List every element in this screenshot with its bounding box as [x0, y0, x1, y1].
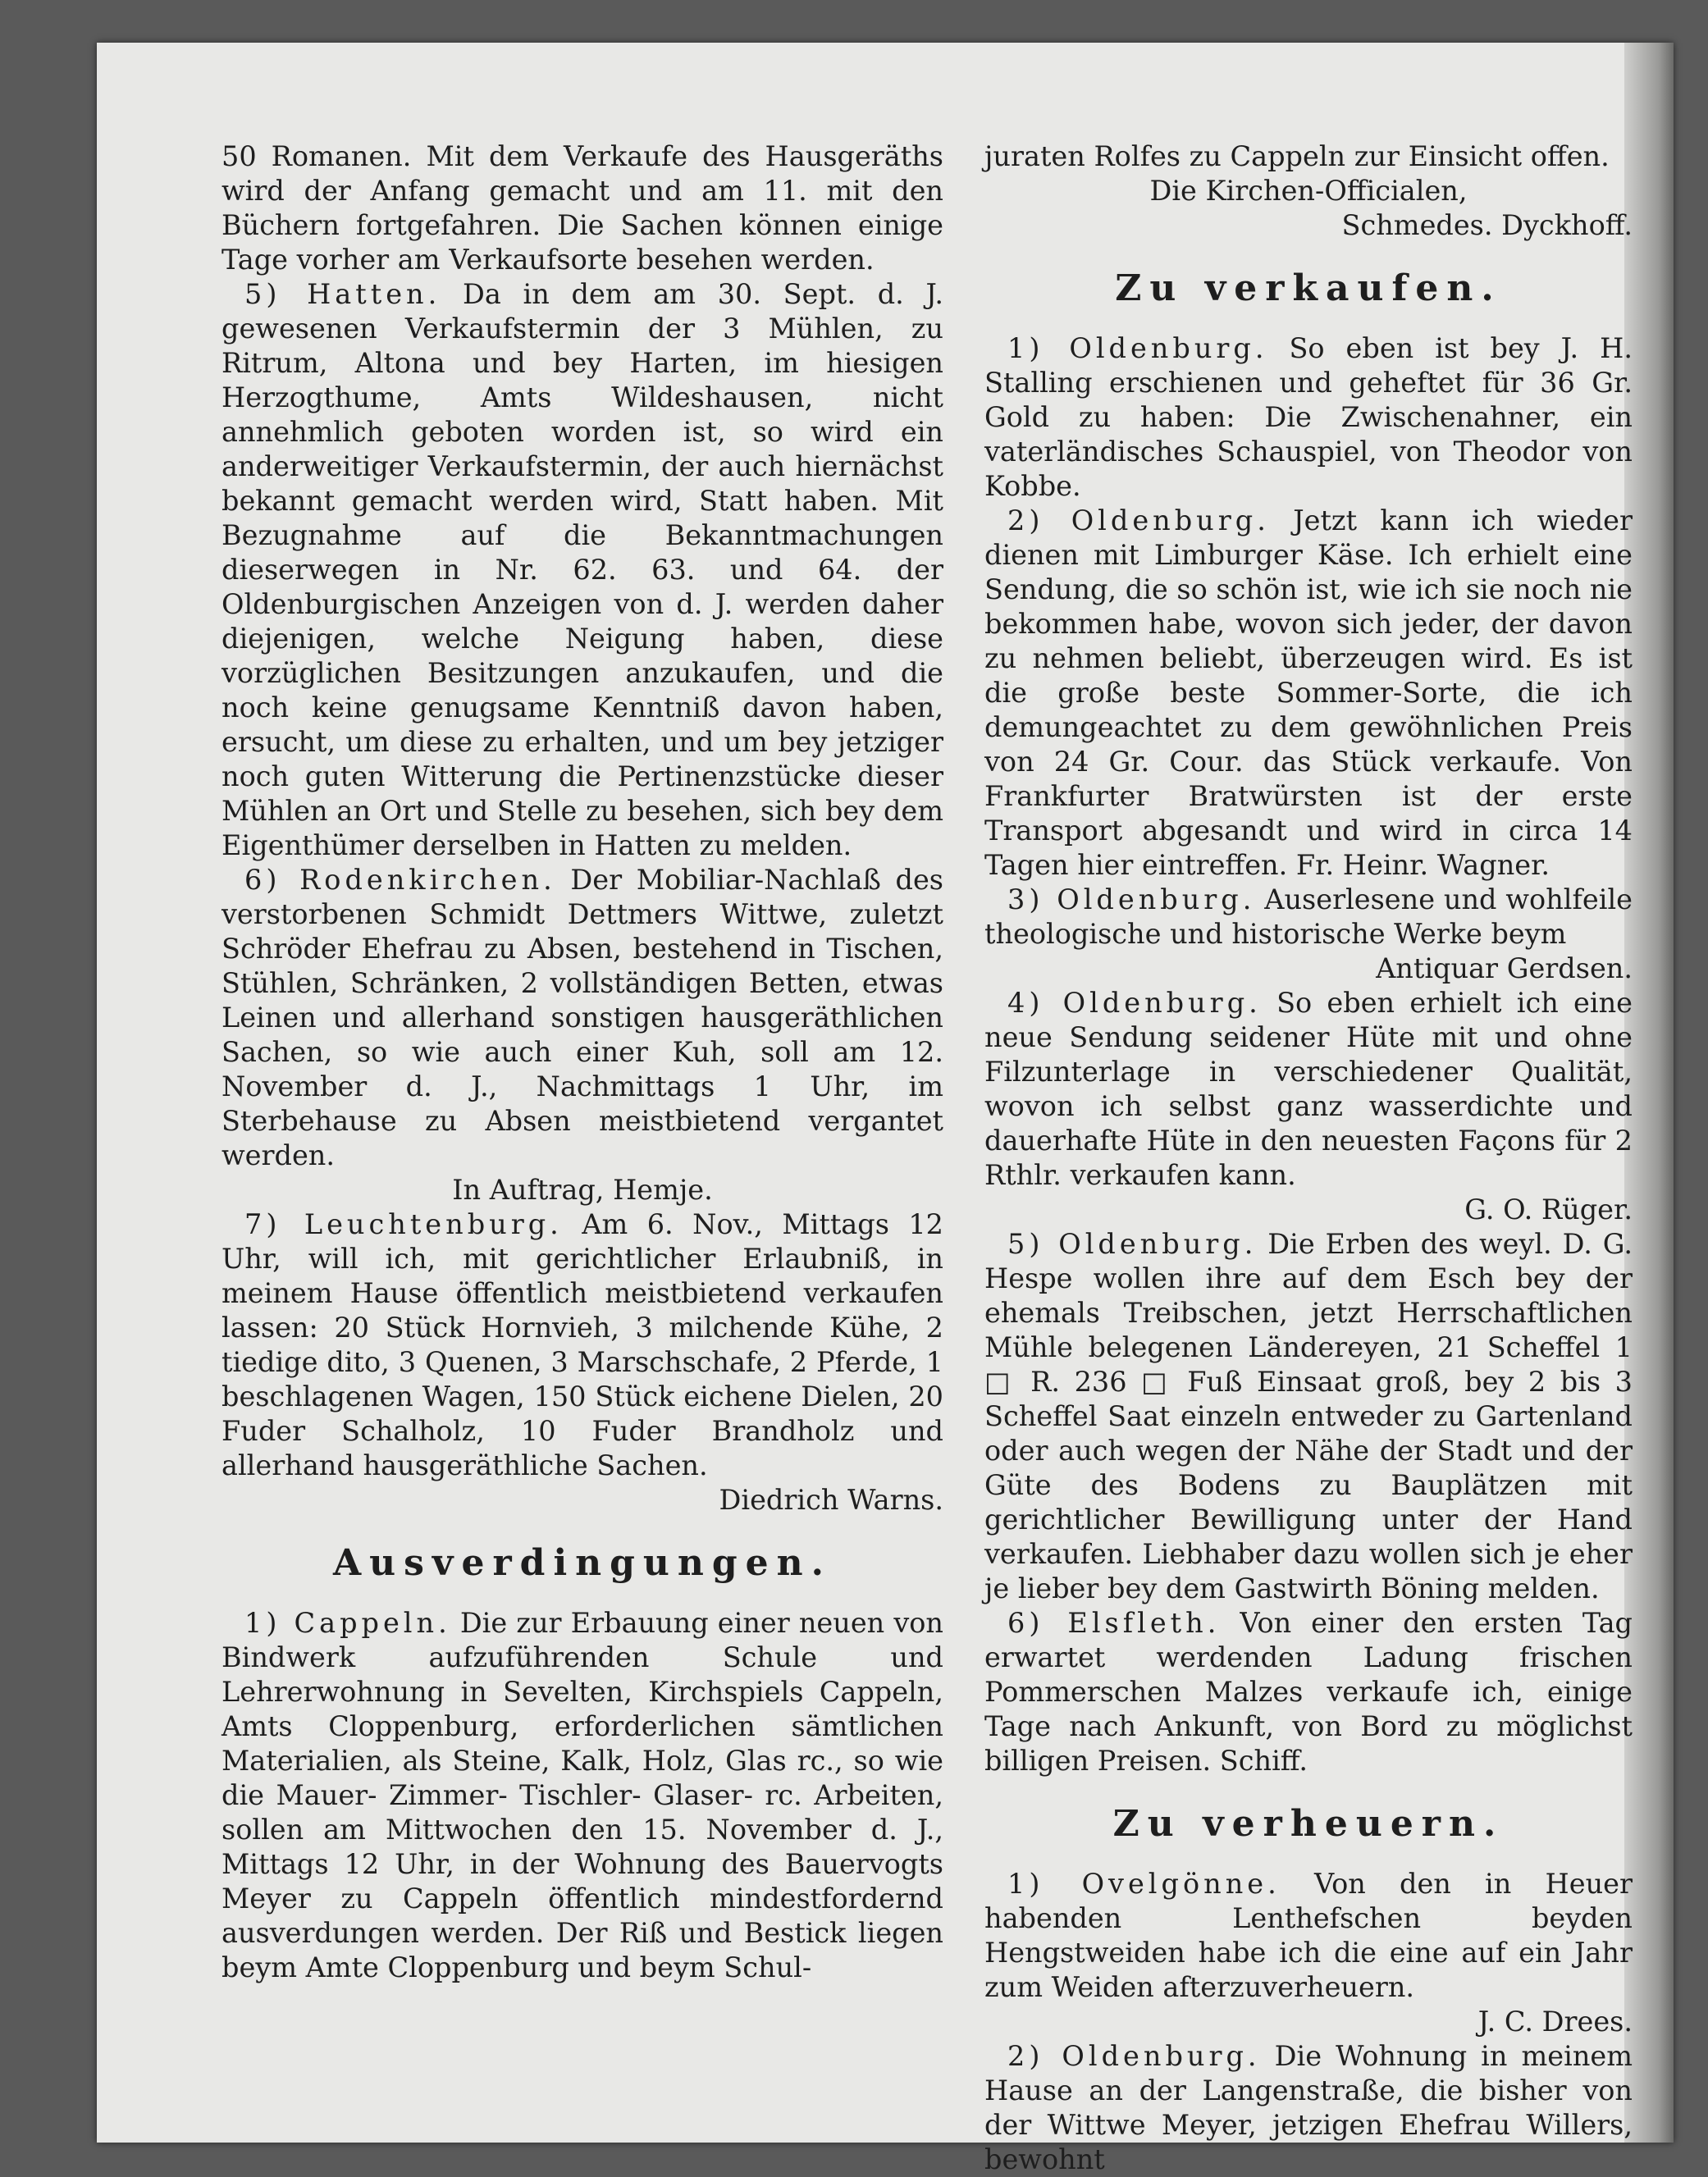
notice-oldenburg-3: 3) Oldenburg. Auserlesene und wohlfeile theologische und historische Werke beym: [984, 883, 1633, 950]
section-heading: Zu verheuern.: [1112, 1803, 1505, 1845]
notice-leuchtenburg: 7) Leuchtenburg. Am 6. Nov., Mittags 12 Uhr, will ich, mit gerichtlicher Erlaubniß, in meinem Hause öffentlich meistbietend verkaufen lassen: 20 Stück Hornvieh, 3 milchende Kühe, 2 tiedige dito, 3 Quenen, 3 Marschschafe, 2 Pferde, 1 beschlagenen Wagen, 150 Stück eichene Dielen, 20 Fuder Schalholz, 10 Fuder Brandholz und allerhand hausgeräthliche Sachen.: [221, 1208, 943, 1481]
notice-rodenkirchen: 6) Rodenkirchen. Der Mobiliar-Nachlaß des verstorbenen Schmidt Dettmers Wittwe, zuletzt Schröder Ehefrau zu Absen, bestehend in Tischen, Stühlen, Schränken, 2 vollständigen Betten, etwas Leinen und allerhand sonstigen hausgeräthlichen Sachen, so wie auch einer Kuh, soll am 12. November d. J., Nachmittags 1 Uhr, im Sterbehause zu Absen meistbietend vergantet werden.: [221, 864, 943, 1171]
notice-oldenburg-2: 2) Oldenburg. Jetzt kann ich wieder dienen mit Limburger Käse. Ich erhielt eine Sendung, die so schön ist, wie ich sie noch nie bekommen habe, wovon sich jeder, der davon zu nehmen beliebt, überzeugen wird. Es ist die große beste Sommer-Sorte, die ich demungeachtet zu dem gewöhnlichen Preis von 24 Gr. Cour. das Stück verkaufe. Von Frankfurter Bratwürsten ist der erste Transport abgesandt und wird in circa 14 Tagen hier eintreffen. Fr. Heinr. Wagner.: [984, 504, 1633, 881]
notice-hatten: 5) Hatten. Da in dem am 30. Sept. d. J. gewesenen Verkaufstermin der 3 Mühlen, zu Ritrum, Altona und bey Harten, im hiesigen Herzogthume, Amts Wildeshausen, nicht annehmlich geboten worden ist, so wird ein anderweitiger Verkaufstermin, der auch hiernächst bekannt gemacht werden wird, Statt haben. Mit Bezugnahme auf die Bekanntmachungen dieserwegen in Nr. 62. 63. und 64. der Oldenburgischen Anzeigen von d. J. werden daher diejenigen, welche Neigung haben, diese vorzüglichen Besitzungen anzukaufen, und die noch keine genugsame Kenntniß davon haben, ersucht, um diese zu erhalten, und um bey jetziger noch guten Witterung die Pertinenzstücke dieser Mühlen an Ort und Stelle zu besehen, sich bey dem Eigenthümer derselben in Hatten zu melden.: [221, 278, 943, 861]
signature: G. O. Rüger.: [1464, 1193, 1633, 1225]
signature: Antiquar Gerdsen.: [1376, 952, 1633, 984]
notice-elsfleth: 6) Elsfleth. Von einer den ersten Tag erwartet werdenden Ladung frischen Pommerschen Malzes verkaufe ich, einige Tage nach Ankunft, von Bord zu möglichst billigen Preisen. Schiff.: [984, 1607, 1633, 1777]
paragraph: 50 Romanen. Mit dem Verkaufe des Hausgeräths wird der Anfang gemacht und am 11. mit den Büchern fortgefahren. Die Sachen können einige Tage vorher am Verkaufsorte besehen werden.: [221, 140, 943, 276]
notice-oldenburg-1: 1) Oldenburg. So eben ist bey J. H. Stalling erschienen und geheftet für 36 Gr. Gold zu haben: Die Zwischenahner, ein vaterländisches Schauspiel, von Theodor von Kobbe.: [984, 332, 1633, 502]
notice-cappeln: 1) Cappeln. Die zur Erbauung einer neuen von Bindwerk aufzuführenden Schule und Lehrerwohnung in Sevelten, Kirchspiels Cappeln, Amts Cloppenburg, erforderlichen sämtlichen Materialien, als Steine, Kalk, Holz, Glas rc., so wie die Mauer- Zimmer- Tischler- Glaser- rc. Arbeiten, sollen am Mittwochen den 15. November d. J., Mittags 12 Uhr, in der Wohnung des Bauervogts Meyer zu Cappeln öffentlich mindestfordernd ausverdungen werden. Der Riß und Bestick liegen beym Amte Cloppenburg und beym Schul-: [221, 1607, 943, 1983]
notice-oldenburg-4: 4) Oldenburg. So eben erhielt ich eine neue Sendung seidener Hüte mit und ohne Filzunterlage in verschiedener Qualität, wovon ich selbst ganz wasserdichte und dauerhafte Hüte in den neuesten Façons für 2 Rthlr. verkaufen kann.: [984, 987, 1633, 1191]
signature: In Auftrag, Hemje.: [452, 1174, 713, 1206]
section-heading: Zu verkaufen.: [1115, 267, 1502, 309]
left-column: [221, 139, 943, 1985]
signature: Die Kirchen-Officialen,: [1149, 175, 1468, 207]
signature: Diedrich Warns.: [719, 1484, 943, 1516]
notice-oldenburg-5: 5) Oldenburg. Die Erben des weyl. D. G. Hespe wollen ihre auf dem Esch bey der ehemals Treibschen, jetzt Herrschaftlichen Mühle belegenen Ländereyen, 21 Scheffel 1 □ R. 236 □ Fuß Einsaat groß, bey 2 bis 3 Scheffel Saat einzeln entweder zu Gartenland oder auch wegen der Nähe der Stadt und der Güte des Bodens zu Bauplätzen mit gerichtlicher Bewilligung unter der Hand verkaufen. Liebhaber dazu wollen sich je eher je lieber bey dem Gastwirth Böning melden.: [984, 1228, 1633, 1604]
signature: J. C. Drees.: [1477, 2006, 1633, 2038]
notice-oldenburg-rent: 2) Oldenburg. Die Wohnung in meinem Hause an der Langenstraße, die bisher von der Wittwe Meyer, jetzigen Ehefrau Willers, bewohnt: [984, 2040, 1633, 2175]
paragraph: juraten Rolfes zu Cappeln zur Einsicht offen.: [984, 140, 1610, 172]
signature: Schmedes. Dyckhoff.: [1341, 209, 1633, 241]
notice-ovelgoenne: 1) Ovelgönne. Von den in Heuer habenden Lenthefschen beyden Hengstweiden habe ich die eine auf ein Jahr zum Weiden afterzuverheuern.: [984, 1868, 1633, 2003]
section-heading: Ausverdingungen.: [333, 1542, 832, 1584]
newspaper-page: [97, 43, 1674, 2175]
right-column: [984, 139, 1633, 2177]
